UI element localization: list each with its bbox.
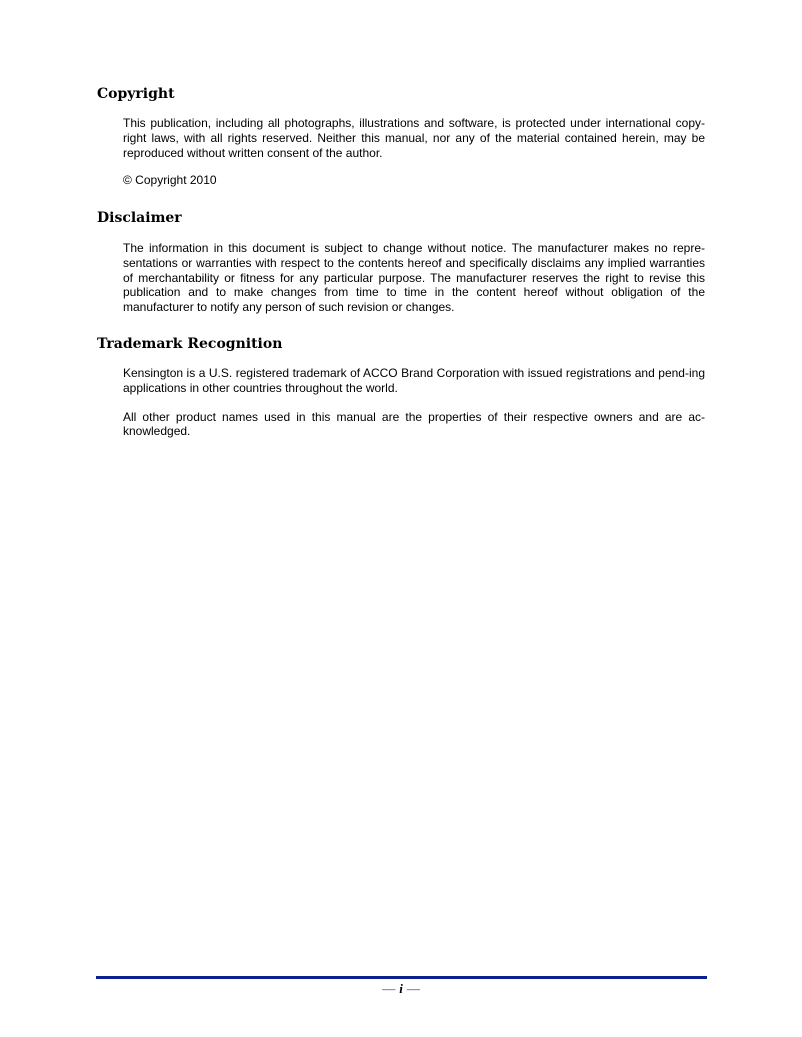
page-footer [0, 981, 802, 997]
page-number: i [399, 981, 403, 996]
disclaimer-heading: Disclaimer [97, 210, 182, 226]
copyright-heading: Copyright [97, 86, 175, 102]
trademark-heading: Trademark Recognition [97, 336, 283, 352]
footer-dash-right: — [406, 981, 420, 996]
footer-dash-left: — [382, 981, 396, 996]
copyright-section [97, 86, 707, 188]
disclaimer-section [97, 210, 707, 315]
copyright-paragraph: This publication, including all photographs, illustrations and software, is protected under international copy-right laws, with all rights reserved. Neither this manual, nor any of the material contained herein, may be reproduced without written consent of the author. [123, 116, 705, 160]
other-trademarks-paragraph: All other product names used in this manual are the properties of their respective owners and are ac-knowledged. [123, 409, 705, 439]
trademark-section [97, 336, 707, 439]
copyright-notice: © Copyright 2010 [123, 173, 217, 188]
disclaimer-paragraph: The information in this document is subject to change without notice. The manufacturer makes no repre-sentations or warranties with respect to the contents hereof and specifically disclaims any implied warranties of merchantability or fitness for any particular purpose. The manufacturer reserves the right to revise this publication and to make changes from time to time in the content hereof without obligation of the manufacturer to notify any person of such revision or changes. [123, 241, 705, 315]
trademark-paragraph: Kensington is a U.S. registered trademark of ACCO Brand Corporation with issued registrations and pend-ing applications in other countries throughout the world. [123, 366, 705, 395]
footer-rule [96, 976, 707, 979]
